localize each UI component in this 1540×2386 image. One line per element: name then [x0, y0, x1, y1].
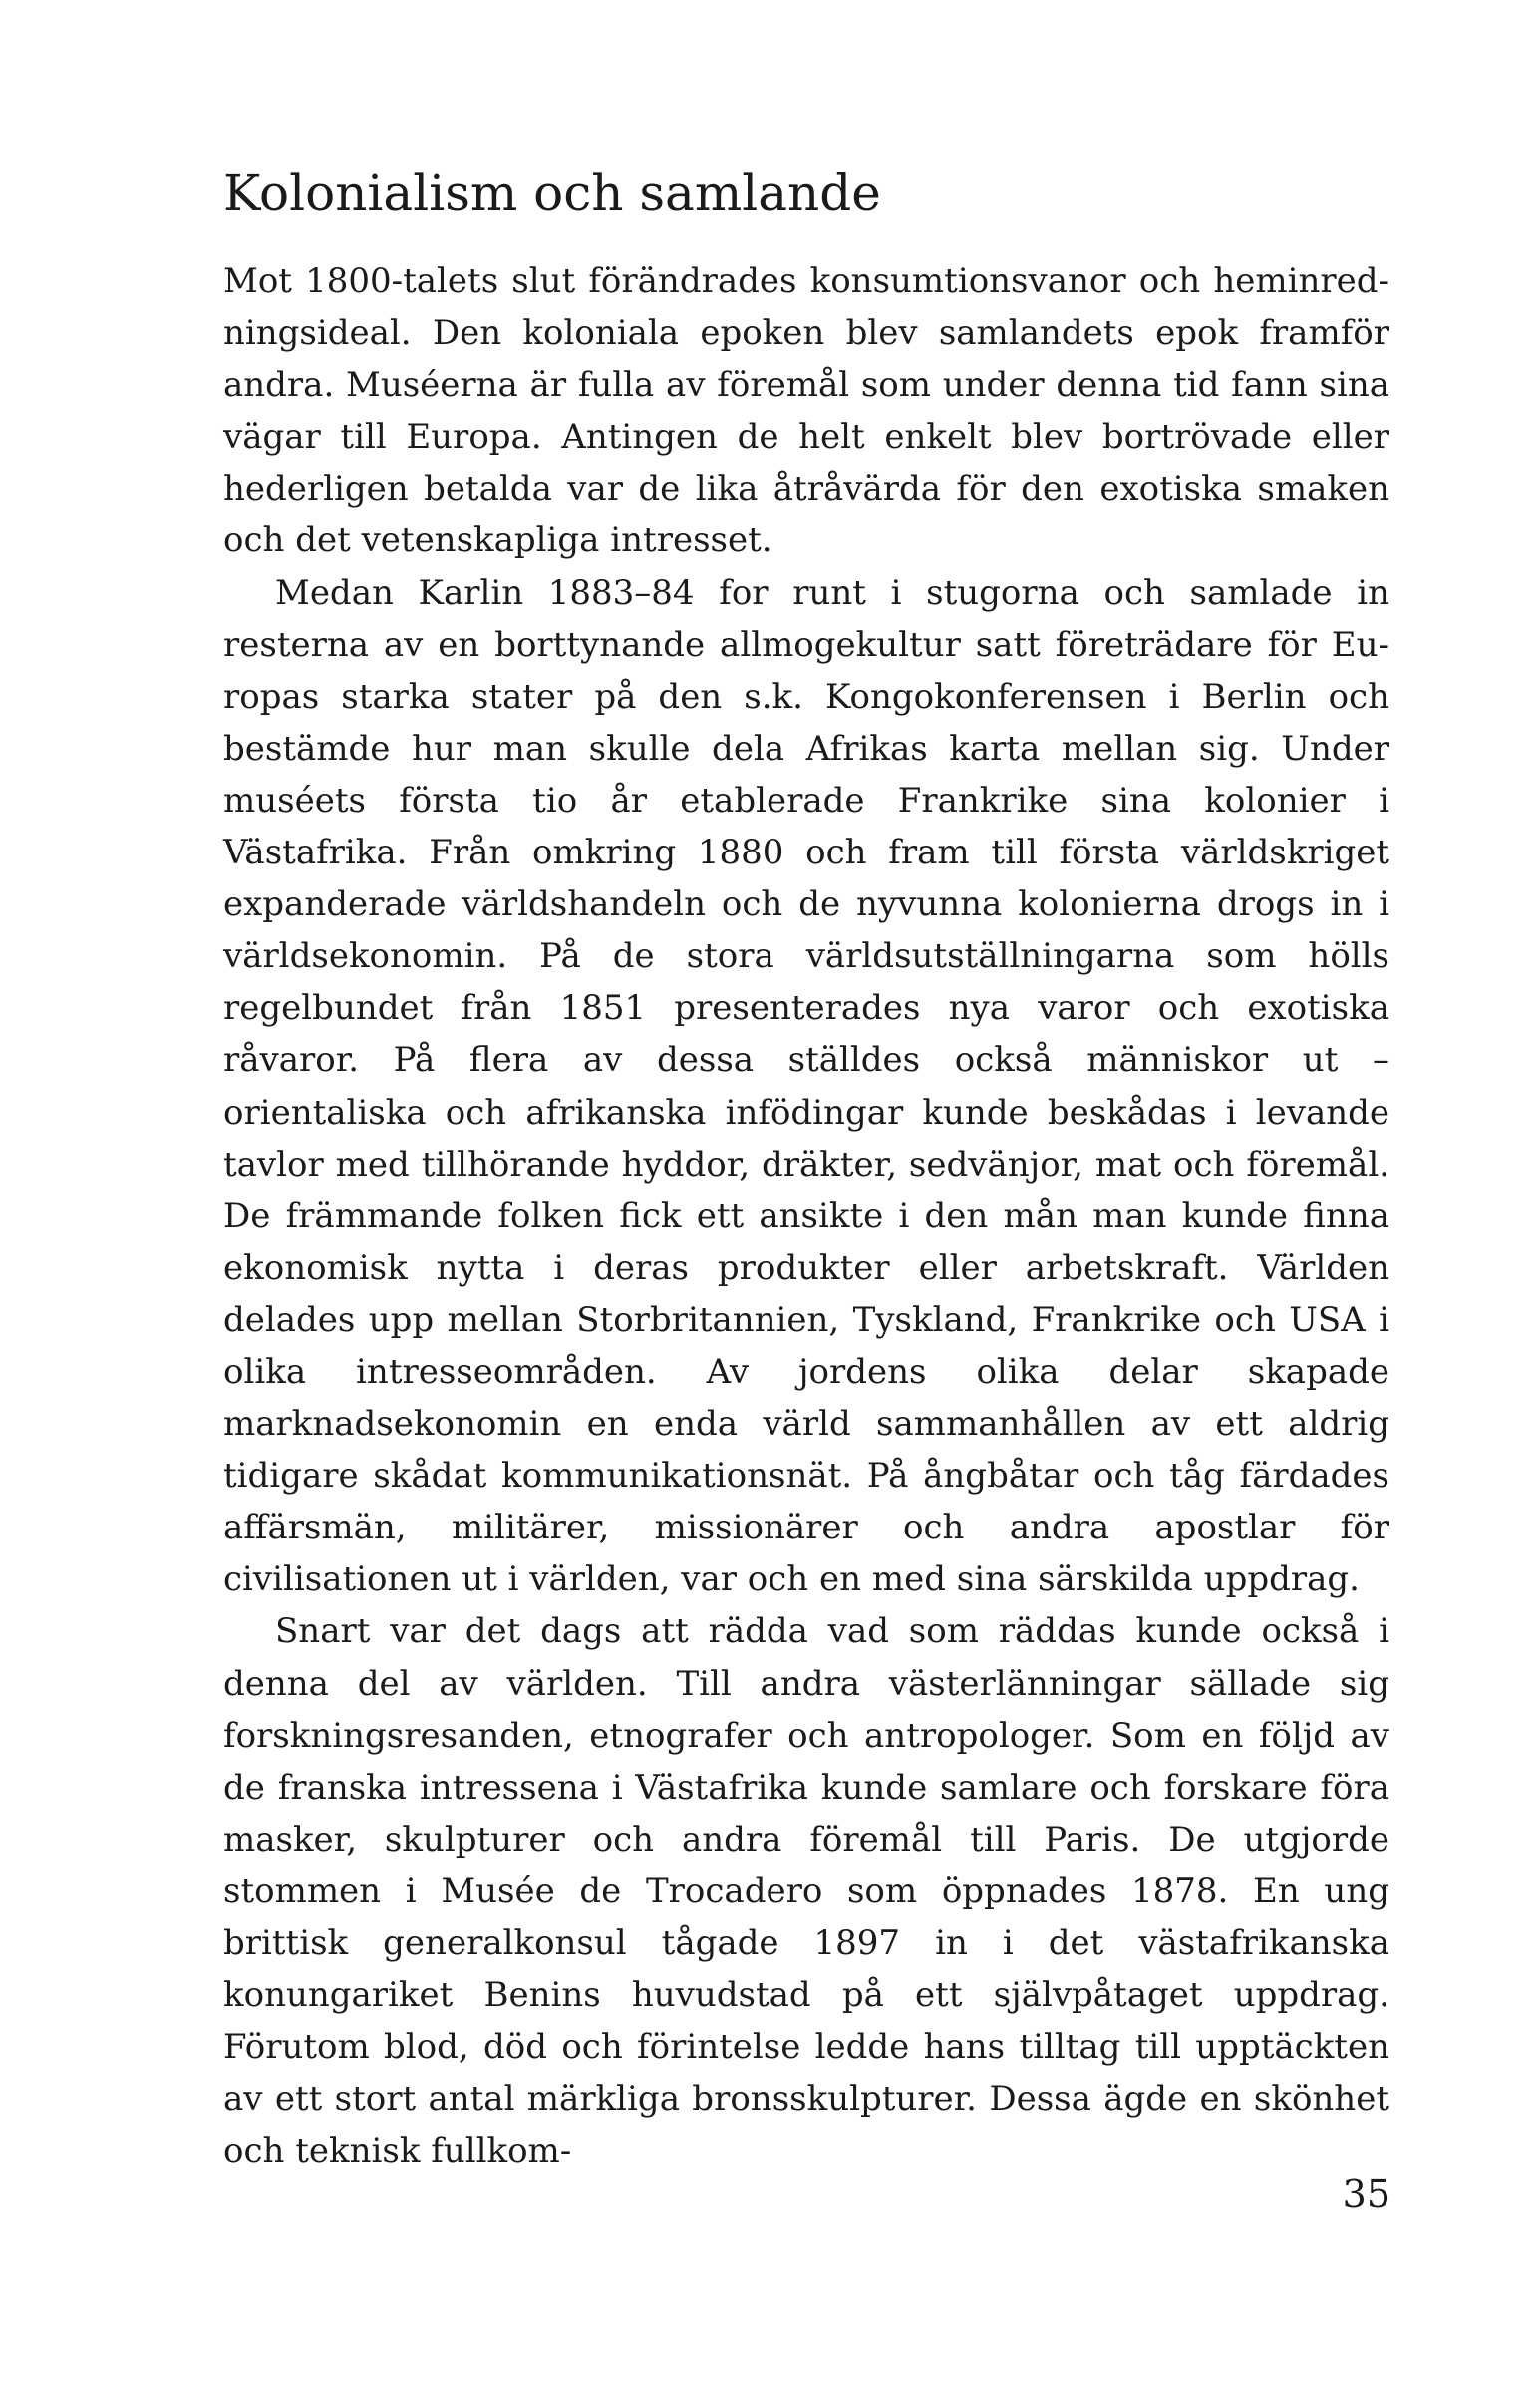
text-column	[223, 160, 1389, 2177]
chapter-heading: Kolonialism och samlande	[223, 165, 881, 222]
paragraph-1: Mot 1800-talets slut förändrades konsumtionsvanor och heminredningsideal. Den koloniala epoken blev samlandets epok framför andra. Muséerna är fulla av föremål som under denna tid fann sina vägar till Europa. Antingen de helt enkelt blev bortrövade eller hederligen betalda var de lika åtråvärda för den exotiska smaken och det vetenskapliga intresset.	[223, 261, 1389, 561]
page-number: 35	[1342, 2172, 1390, 2216]
paragraph-3: Snart var det dags att rädda vad som räddas kunde också i denna del av världen. Till andra västerlänningar sällade sig forskningsresanden, etnografer och antropologer. Som en följd av de franska intressena i Västafrika kunde samlare och forskare föra masker, skulpturer och andra föremål till Paris. De utgjorde stommen i Musée de Trocadero som öppnades 1878. En ung brittisk generalkonsul tågade 1897 in i det västafrikanska konungariket Benins huvudstad på ett självpåtaget uppdrag. Förutom blod, död och förintelse ledde hans tilltag till upptäckten av ett stort antal märkliga bronsskulpturer. Dessa ägde en skönhet och teknisk fullkom-	[223, 1611, 1389, 2172]
paragraph-2: Medan Karlin 1883–84 for runt i stugorna och samlade in resterna av en borttynande allmogekultur satt företrädare för Europas starka stater på den s.k. Kongokonferensen i Berlin och bestämde hur man skulle dela Afrikas karta mellan sig. Under muséets första tio år etablerade Frankrike sina kolonier i Västafrika. Från omkring 1880 och fram till första världskriget expanderade världshandeln och de nyvunna kolonierna drogs in i världsekonomin. På de stora världsutställningarna som hölls regelbundet från 1851 presenterades nya varor och exotiska råvaror. På flera av dessa ställdes också människor ut – orientaliska och afrikanska infödingar kunde beskådas i levande tavlor med tillhörande hyddor, dräkter, sedvänjor, mat och föremål. De främmande folken fick ett ansikte i den mån man kunde finna ekonomisk nytta i deras produkter eller arbetskraft. Världen delades upp mellan Storbritannien, Tyskland, Frankrike och USA i olika intresseområden. Av jordens olika delar skapade marknadsekonomin en enda värld sammanhållen av ett aldrig tidigare skådat kommunikationsnät. På ångbåtar och tåg färdades affärsmän, militärer, missionärer och andra apostlar för civilisationen ut i världen, var och en med sina särskilda uppdrag.	[223, 572, 1389, 1600]
